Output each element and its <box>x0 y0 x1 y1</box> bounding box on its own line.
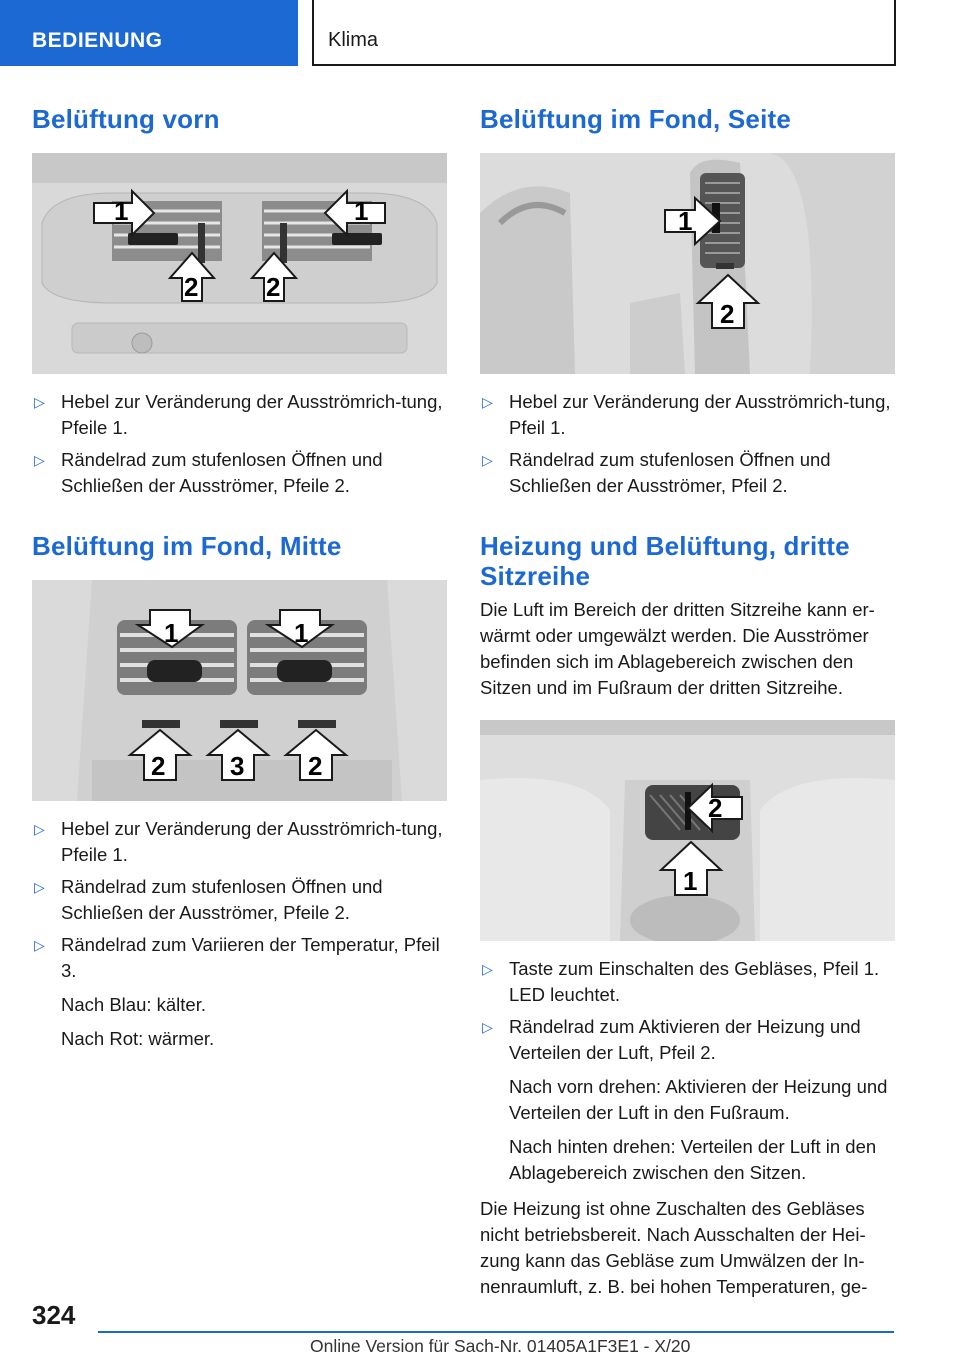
label-2: 2 <box>266 272 281 302</box>
heading-rear-side-vent: Belüftung im Fond, Seite <box>480 104 792 134</box>
figure-third-row-vent <box>480 720 895 941</box>
front-vent-list <box>32 389 448 499</box>
page-number: 324 <box>32 1300 76 1330</box>
list-item: ▷ Hebel zur Veränderung der Ausströmrich-tung, Pfeile 1. <box>34 818 443 865</box>
chapter-label: Klima <box>328 29 379 51</box>
sub-note-blue: Nach Blau: kälter. <box>61 994 206 1015</box>
triangle-bullet-icon: ▷ <box>34 452 45 468</box>
list-item: ▷ Rändelrad zum Variieren der Temperatur, Pfeil 3. Nach Blau: kälter. Nach Rot: wärmer. <box>32 932 448 1052</box>
heading-front-vent: Belüftung vorn <box>32 104 220 134</box>
heading-rear-center-vent: Belüftung im Fond, Mitte <box>32 531 342 561</box>
label-3: 3 <box>230 751 245 781</box>
label-1: 1 <box>164 618 179 648</box>
left-column <box>32 100 448 1058</box>
footer-version: Online Version für Sach-Nr. 01405A1F3E1 - X/20 <box>310 1336 691 1356</box>
list-item: ▷ Rändelrad zum stufenlosen Öffnen und Schließen der Ausströmer, Pfeile 2. <box>34 876 383 923</box>
list-item: ▷ Rändelrad zum stufenlosen Öffnen und Schließen der Ausströmer, Pfeile 2. <box>34 449 383 496</box>
label-2: 2 <box>720 299 735 329</box>
sub-note-red: Nach Rot: wärmer. <box>61 1028 215 1049</box>
label-1: 1 <box>678 206 693 236</box>
triangle-bullet-icon: ▷ <box>34 821 45 837</box>
label-2: 2 <box>151 751 166 781</box>
section-tab <box>0 0 298 66</box>
list-item: ▷ Taste zum Einschalten des Gebläses, Pfeil 1. LED leuchtet. <box>482 958 880 1005</box>
rear-side-vent-list <box>480 389 896 499</box>
triangle-bullet-icon: ▷ <box>482 1019 493 1035</box>
figure-front-vents <box>32 153 447 374</box>
triangle-bullet-icon: ▷ <box>482 961 493 977</box>
triangle-bullet-icon: ▷ <box>34 394 45 410</box>
rear-center-vent-list <box>32 816 448 1052</box>
label-1: 1 <box>294 618 309 648</box>
label-1: 1 <box>354 196 369 226</box>
label-2: 2 <box>308 751 323 781</box>
section-label: BEDIENUNG <box>32 29 163 52</box>
triangle-bullet-icon: ▷ <box>34 937 45 953</box>
sub-note-forward: Nach vorn drehen: Aktivieren der Heizung und Verteilen der Luft in den Fußraum. <box>509 1076 888 1123</box>
triangle-bullet-icon: ▷ <box>482 452 493 468</box>
third-row-intro: Die Luft im Bereich der dritten Sitzreihe kann er-wärmt oder umgewälzt werden. Die Ausströmer befinden sich im Ablagebereich zwischen den Sitzen und im Fußraum der dritten Sitzreihe. <box>480 599 875 698</box>
footer-rule <box>98 1331 894 1333</box>
third-row-list <box>480 956 896 1186</box>
right-column <box>480 100 896 1300</box>
triangle-bullet-icon: ▷ <box>34 879 45 895</box>
figure-rear-center-vents <box>32 580 447 801</box>
list-item: ▷ Hebel zur Veränderung der Ausströmrich-tung, Pfeil 1. <box>482 391 891 438</box>
list-item: ▷ Rändelrad zum stufenlosen Öffnen und Schließen der Ausströmer, Pfeil 2. <box>482 449 831 496</box>
label-2: 2 <box>708 793 723 823</box>
sub-note-backward: Nach hinten drehen: Verteilen der Luft in den Ablagebereich zwischen den Sitzen. <box>509 1136 877 1183</box>
chapter-box <box>312 0 896 66</box>
figure-rear-side-vent <box>480 153 895 374</box>
list-item: ▷ Hebel zur Veränderung der Ausströmrich-tung, Pfeile 1. <box>34 391 443 438</box>
third-row-outro: Die Heizung ist ohne Zuschalten des Gebläses nicht betriebsbereit. Nach Ausschalten der Hei-zung kann das Gebläse zum Umwälzen der In-nenraumluft, z. B. bei hohen Temperaturen, ge- <box>480 1198 868 1297</box>
label-1: 1 <box>114 196 129 226</box>
triangle-bullet-icon: ▷ <box>482 394 493 410</box>
list-item: ▷ Rändelrad zum Aktivieren der Heizung und Verteilen der Luft, Pfeil 2. Nach vorn drehen: Aktivieren der Heizung und Verteilen der Luft in den Fußraum. Nach hinten drehen: Verteilen der Luft in den Ablagebereich zwischen den Sitzen. <box>480 1014 896 1186</box>
label-1: 1 <box>683 866 698 896</box>
label-2: 2 <box>184 272 199 302</box>
heading-third-row: Heizung und Belüftung, dritte Sitzreihe <box>480 531 850 591</box>
